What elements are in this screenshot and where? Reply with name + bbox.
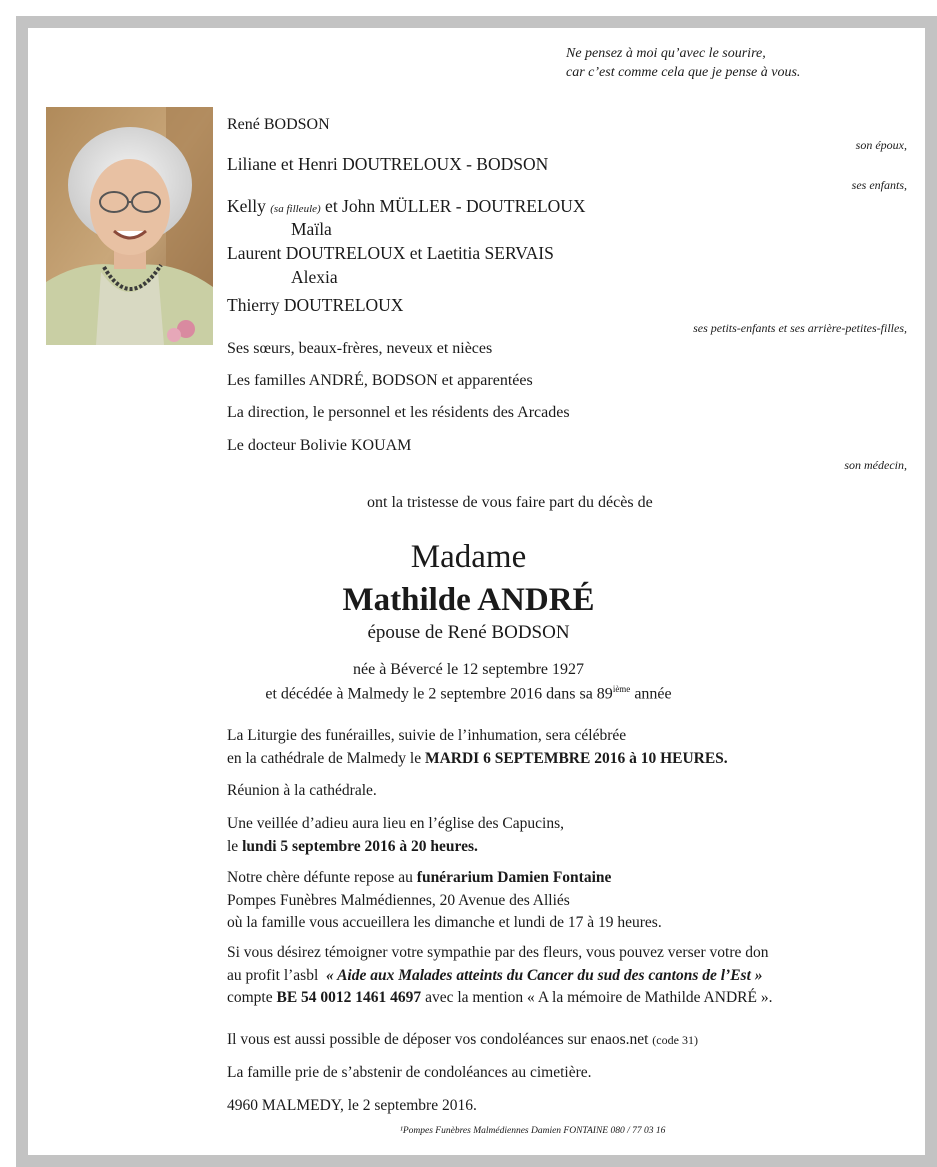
abstain-line: La famille prie de s’abstenir de condoléances au cimetière. (227, 1064, 592, 1081)
reunion-line: Réunion à la cathédrale. (227, 782, 377, 799)
deceased-spouse: épouse de René BODSON (367, 622, 570, 643)
death-line (0, 684, 937, 703)
epigraph (566, 44, 800, 82)
family-alexia: Alexia (291, 267, 338, 287)
vigil-date: lundi 5 septembre 2016 à 20 heures. (242, 837, 478, 855)
deceased-name: Mathilde ANDRÉ (342, 582, 595, 618)
portrait-photo (46, 107, 213, 345)
epigraph-line-1: Ne pensez à moi qu’avec le sourire, (566, 46, 766, 61)
flowers-line-1: Si vous désirez témoigner votre sympathie par des fleurs, vous pouvez verser votre don (227, 944, 769, 961)
role-grandchildren: ses petits-enfants et ses arrière-petites-filles, (693, 321, 907, 335)
rest-line-1 (227, 867, 662, 890)
birth-line: née à Bévercé le 12 septembre 1927 (352, 661, 584, 678)
rest-line-2: Pompes Funèbres Malmédiennes, 20 Avenue des Alliés (227, 891, 570, 909)
flowers-line-2-text: au profit l’asbl (227, 966, 319, 984)
family-siblings: Ses sœurs, beaux-frères, neveux et nièces (227, 340, 493, 357)
kelly-note: (sa filleule) (270, 203, 321, 215)
role-children: ses enfants, (851, 178, 907, 192)
flowers-line-2 (227, 965, 772, 988)
bank-account: BE 54 0012 1461 4697 (276, 989, 422, 1006)
death-line-sup: ième (612, 684, 631, 694)
epigraph-line-2: car c’est comme cela que je pense à vous. (566, 65, 801, 80)
flowers-line-3 (227, 987, 772, 1010)
role-spouse: son époux, (855, 138, 907, 152)
role-doctor: son médecin, (844, 458, 907, 472)
liturgy-line-2-text: en la cathédrale de Malmedy le (227, 749, 422, 767)
liturgy-block (227, 725, 728, 770)
funerarium-name: funérarium Damien Fontaine (416, 869, 612, 886)
charity-name: « Aide aux Malades atteints du Cancer du sud des cantons de l’Est » (326, 966, 763, 984)
liturgy-date: MARDI 6 SEPTEMBRE 2016 à 10 HEURES. (424, 749, 728, 767)
flowers-block (227, 942, 772, 1010)
footer-credit: ¹Pompes Funèbres Malmédiennes Damien FONTAINE 080 / 77 03 16 (400, 1126, 666, 1136)
flowers-line-3-end: avec la mention « A la mémoire de Mathilde ANDRÉ ». (425, 989, 773, 1006)
rest-line-3: où la famille vous accueillera les dimanche et lundi de 17 à 19 heures. (227, 914, 662, 931)
family-maila: Maïla (291, 219, 332, 239)
place-date-line: 4960 MALMEDY, le 2 septembre 2016. (227, 1097, 477, 1114)
flowers-line-3-text: compte (227, 989, 273, 1006)
death-line-text: et décédée à Malmedy le 2 septembre 2016 dans sa 89 (265, 685, 613, 703)
announcement-intro: ont la tristesse de vous faire part du décès de (367, 494, 653, 511)
death-line-end: année (634, 685, 672, 703)
rest-line-1-text: Notre chère défunte repose au (227, 869, 413, 886)
family-liliane: Liliane et Henri DOUTRELOUX - BODSON (227, 154, 549, 174)
condolences-line (227, 1029, 698, 1052)
liturgy-line-1: La Liturgie des funérailles, suivie de l’inhumation, sera célébrée (227, 727, 627, 744)
vigil-line-2 (227, 836, 564, 859)
family-thierry: Thierry DOUTRELOUX (227, 295, 404, 315)
rest-block (227, 867, 662, 935)
vigil-line-2-text: le (227, 837, 239, 855)
family-laurent: Laurent DOUTRELOUX et Laetitia SERVAIS (227, 243, 554, 263)
family-doctor: Le docteur Bolivie KOUAM (227, 437, 412, 454)
kelly-name: Kelly (227, 196, 266, 216)
family-direction: La direction, le personnel et les résidents des Arcades (227, 404, 570, 421)
liturgy-line-2 (227, 748, 728, 771)
family-kelly (227, 196, 586, 217)
kelly-rest: et John MÜLLER - DOUTRELOUX (325, 196, 586, 216)
family-rene: René BODSON (227, 116, 330, 133)
condolences-text: Il vous est aussi possible de déposer vos condoléances sur enaos.net (227, 1031, 649, 1048)
vigil-line-1: Une veillée d’adieu aura lieu en l’église des Capucins, (227, 815, 564, 832)
condolences-code: (code 31) (652, 1033, 698, 1047)
announcement-title: Madame (410, 539, 527, 575)
vigil-block (227, 813, 564, 858)
family-families: Les familles ANDRÉ, BODSON et apparentées (227, 372, 533, 389)
